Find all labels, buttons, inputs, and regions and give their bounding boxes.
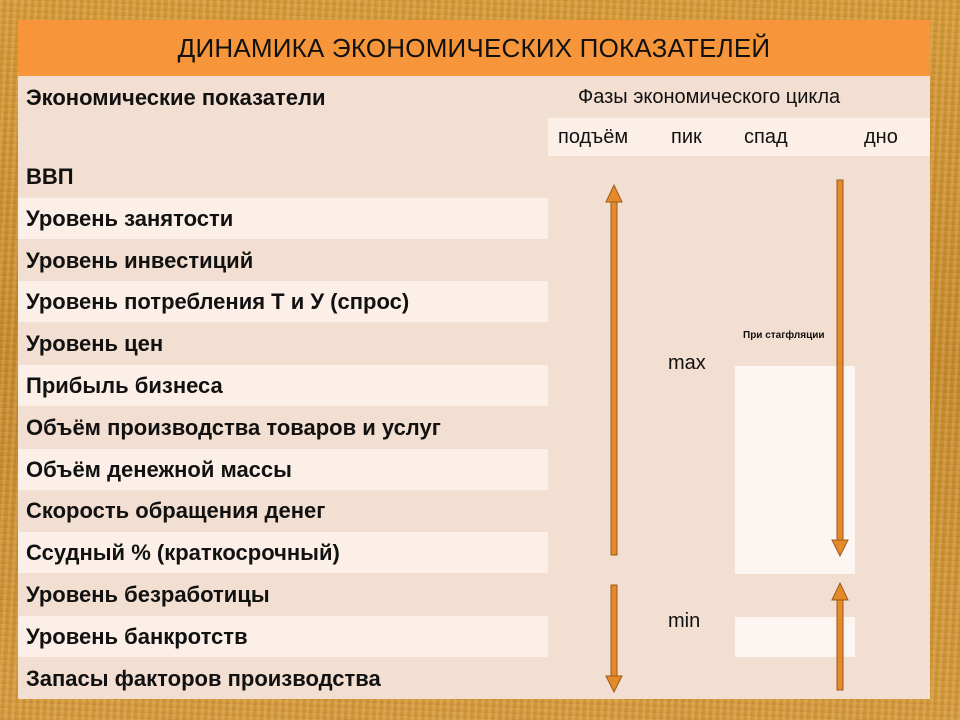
downturn-up-arrow-icon [832, 583, 848, 690]
phase-downturn: спад [744, 126, 788, 148]
phase-upswing: подъём [558, 126, 629, 148]
stagflation-note: При стагфляции [743, 330, 825, 341]
phase-trough: дно [864, 126, 898, 148]
indicator-label: Уровень инвестиций [26, 247, 254, 273]
indicator-label: Уровень потребления Т и У (спрос) [26, 289, 410, 315]
upswing-down-arrow-icon [606, 585, 622, 692]
indicator-label: Запасы факторов производства [26, 665, 381, 691]
indicator-label: ВВП [26, 164, 74, 189]
indicator-label: Уровень безработицы [26, 582, 270, 607]
indicator-label: Объём денежной массы [26, 456, 292, 482]
trend-arrows [18, 20, 930, 699]
phase-peak: пик [671, 126, 702, 148]
indicator-label: Уровень банкротств [26, 623, 248, 649]
slide [18, 20, 930, 699]
indicator-label: Ссудный % (краткосрочный) [26, 540, 340, 566]
slide-title: ДИНАМИКА ЭКОНОМИЧЕСКИХ ПОКАЗАТЕЛЕЙ [18, 20, 930, 76]
indicators-column-header: Экономические показатели [26, 85, 326, 110]
downturn-down-arrow-icon [832, 180, 848, 556]
indicator-label: Прибыль бизнеса [26, 373, 223, 398]
upswing-up-arrow-icon [606, 185, 622, 555]
indicator-label: Уровень занятости [26, 205, 234, 231]
peak-max-label: max [668, 352, 706, 374]
indicator-label: Скорость обращения денег [26, 498, 326, 524]
phases-column-header: Фазы экономического цикла [578, 86, 841, 108]
peak-min-label: min [668, 610, 701, 632]
indicator-label: Уровень цен [26, 331, 164, 357]
indicator-label: Объём производства товаров и услуг [26, 414, 441, 440]
